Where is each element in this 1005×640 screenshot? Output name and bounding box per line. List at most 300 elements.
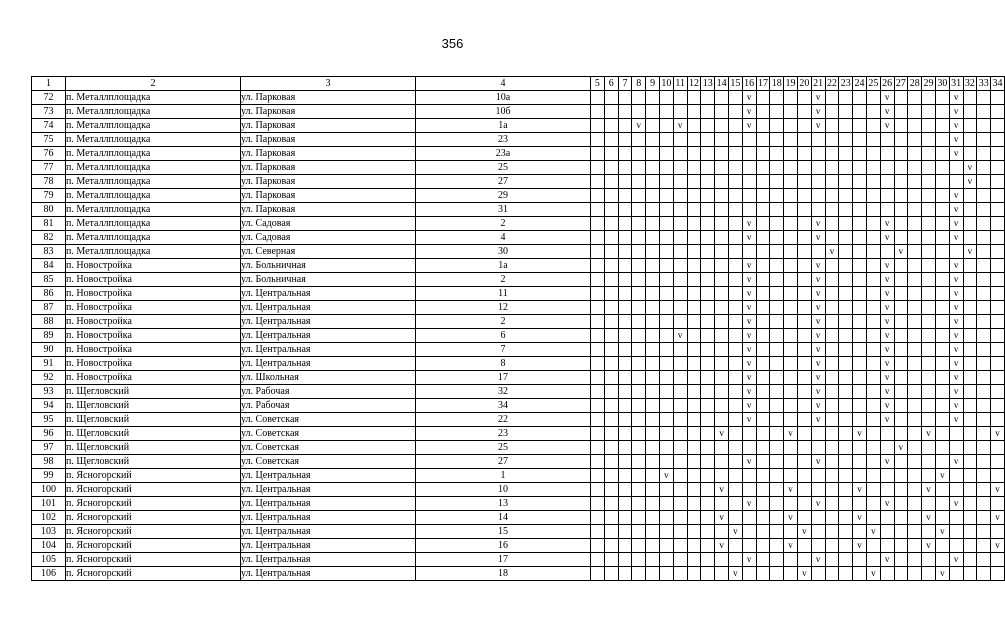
mark-cell: v — [811, 105, 825, 119]
mark-cell — [894, 217, 908, 231]
mark-cell — [728, 203, 742, 217]
mark-cell: v — [811, 273, 825, 287]
mark-cell — [963, 469, 977, 483]
mark-cell: v — [797, 525, 811, 539]
mark-cell: v — [880, 287, 894, 301]
row-number: 103 — [32, 525, 66, 539]
mark-cell — [659, 539, 673, 553]
mark-cell — [618, 357, 632, 371]
column-header: 22 — [826, 78, 837, 89]
mark-cell — [604, 245, 618, 259]
mark-cell — [991, 455, 1005, 469]
mark-cell — [591, 315, 605, 329]
mark-cell — [591, 413, 605, 427]
page-number: 356 — [441, 36, 464, 51]
mark-cell — [908, 273, 922, 287]
mark-cell — [715, 343, 729, 357]
mark-cell — [604, 553, 618, 567]
mark-cell — [673, 189, 687, 203]
mark-cell: v — [880, 231, 894, 245]
mark-cell — [811, 133, 825, 147]
column-header: 21 — [813, 78, 824, 89]
mark-cell — [880, 441, 894, 455]
mark-cell — [770, 413, 784, 427]
mark-cell — [701, 567, 715, 581]
mark-cell — [922, 273, 936, 287]
column-header: 14 — [716, 78, 727, 89]
street-name: ул. Центральная — [241, 329, 416, 343]
mark-cell — [770, 287, 784, 301]
mark-cell — [977, 161, 991, 175]
column-header: 2 — [66, 77, 241, 91]
mark-cell — [756, 427, 770, 441]
mark-cell — [728, 189, 742, 203]
mark-cell — [659, 343, 673, 357]
mark-cell: v — [742, 399, 756, 413]
mark-cell — [922, 329, 936, 343]
mark-cell: v — [866, 567, 880, 581]
mark-cell — [784, 315, 798, 329]
mark-cell — [673, 553, 687, 567]
mark-cell — [618, 287, 632, 301]
mark-cell — [811, 427, 825, 441]
mark-cell — [853, 399, 867, 413]
mark-cell — [604, 483, 618, 497]
mark-cell — [935, 455, 949, 469]
mark-cell — [853, 147, 867, 161]
column-header: 25 — [868, 78, 879, 89]
mark-cell — [977, 119, 991, 133]
mark-cell — [894, 273, 908, 287]
mark-cell — [894, 455, 908, 469]
mark-cell — [825, 203, 839, 217]
mark-cell — [839, 553, 853, 567]
mark-cell — [673, 203, 687, 217]
mark-cell: v — [880, 119, 894, 133]
street-name: ул. Центральная — [241, 357, 416, 371]
mark-cell — [839, 455, 853, 469]
mark-cell — [949, 175, 963, 189]
mark-cell: v — [880, 329, 894, 343]
mark-cell — [784, 413, 798, 427]
mark-cell — [618, 133, 632, 147]
table-row — [32, 329, 1005, 343]
mark-cell — [991, 287, 1005, 301]
mark-cell — [756, 455, 770, 469]
mark-cell — [728, 553, 742, 567]
column-header: 30 — [937, 78, 948, 89]
mark-cell — [632, 399, 646, 413]
mark-cell — [991, 133, 1005, 147]
column-header: 13 — [702, 78, 713, 89]
mark-cell — [839, 259, 853, 273]
mark-cell — [618, 175, 632, 189]
mark-cell — [977, 539, 991, 553]
column-header: 28 — [909, 78, 920, 89]
mark-cell — [618, 511, 632, 525]
mark-cell — [687, 189, 701, 203]
mark-cell — [701, 497, 715, 511]
mark-cell — [728, 497, 742, 511]
mark-cell — [591, 259, 605, 273]
mark-cell — [756, 217, 770, 231]
mark-cell — [866, 203, 880, 217]
mark-cell — [908, 413, 922, 427]
mark-cell — [604, 539, 618, 553]
mark-cell — [659, 259, 673, 273]
mark-cell: v — [784, 427, 798, 441]
house-number: 31 — [416, 203, 591, 217]
mark-cell — [646, 301, 660, 315]
mark-cell — [825, 147, 839, 161]
mark-cell: v — [880, 399, 894, 413]
mark-cell — [632, 287, 646, 301]
mark-cell — [659, 497, 673, 511]
mark-cell — [756, 189, 770, 203]
mark-cell — [604, 455, 618, 469]
mark-cell — [935, 231, 949, 245]
mark-cell — [756, 539, 770, 553]
house-number: 2 — [416, 273, 591, 287]
mark-cell — [618, 161, 632, 175]
place-name: п. Ясногорский — [66, 567, 241, 581]
mark-cell — [591, 525, 605, 539]
mark-cell — [784, 385, 798, 399]
place-name: п. Ясногорский — [66, 497, 241, 511]
mark-cell — [839, 217, 853, 231]
mark-cell — [922, 133, 936, 147]
mark-cell: v — [811, 259, 825, 273]
mark-cell — [687, 301, 701, 315]
mark-cell — [618, 469, 632, 483]
mark-cell — [715, 133, 729, 147]
mark-cell — [784, 329, 798, 343]
mark-cell — [701, 413, 715, 427]
mark-cell: v — [811, 301, 825, 315]
mark-cell — [853, 189, 867, 203]
mark-cell — [591, 539, 605, 553]
mark-cell — [784, 357, 798, 371]
mark-cell — [935, 91, 949, 105]
column-header: 26 — [882, 78, 893, 89]
mark-cell — [701, 203, 715, 217]
place-name: п. Ясногорский — [66, 539, 241, 553]
mark-cell — [839, 91, 853, 105]
mark-cell: v — [880, 343, 894, 357]
mark-cell — [756, 511, 770, 525]
mark-cell — [659, 175, 673, 189]
mark-cell — [632, 385, 646, 399]
mark-cell — [701, 301, 715, 315]
mark-cell — [673, 259, 687, 273]
mark-cell — [797, 91, 811, 105]
mark-cell: v — [949, 119, 963, 133]
mark-cell: v — [949, 189, 963, 203]
mark-cell: v — [922, 483, 936, 497]
column-header: 12 — [688, 78, 699, 89]
mark-cell — [756, 315, 770, 329]
mark-cell — [604, 189, 618, 203]
house-number: 23 — [416, 427, 591, 441]
mark-cell: v — [880, 105, 894, 119]
mark-cell — [646, 357, 660, 371]
street-name: ул. Центральная — [241, 343, 416, 357]
mark-cell — [756, 245, 770, 259]
mark-cell: v — [880, 371, 894, 385]
mark-cell: v — [949, 329, 963, 343]
header-row — [32, 77, 1005, 91]
mark-cell — [963, 315, 977, 329]
mark-cell — [687, 553, 701, 567]
mark-cell — [715, 399, 729, 413]
mark-cell: v — [742, 357, 756, 371]
mark-cell — [963, 441, 977, 455]
row-number: 90 — [32, 343, 66, 357]
mark-cell — [715, 371, 729, 385]
mark-cell — [687, 539, 701, 553]
mark-cell — [659, 329, 673, 343]
mark-cell — [687, 385, 701, 399]
mark-cell: v — [742, 301, 756, 315]
mark-cell — [797, 371, 811, 385]
column-header: 6 — [604, 77, 618, 91]
mark-cell — [604, 441, 618, 455]
mark-cell — [715, 203, 729, 217]
mark-cell — [673, 133, 687, 147]
mark-cell: v — [742, 385, 756, 399]
mark-cell — [770, 525, 784, 539]
table-row — [32, 133, 1005, 147]
mark-cell — [715, 119, 729, 133]
row-number: 76 — [32, 147, 66, 161]
mark-cell — [618, 483, 632, 497]
column-header: 5 — [591, 77, 605, 91]
mark-cell — [963, 385, 977, 399]
mark-cell — [853, 287, 867, 301]
mark-cell: v — [811, 231, 825, 245]
column-header: 33 — [978, 78, 989, 89]
mark-cell: v — [949, 203, 963, 217]
mark-cell — [949, 525, 963, 539]
mark-cell — [659, 301, 673, 315]
mark-cell: v — [742, 497, 756, 511]
mark-cell — [853, 469, 867, 483]
mark-cell — [646, 413, 660, 427]
mark-cell: v — [949, 315, 963, 329]
mark-cell — [880, 567, 894, 581]
mark-cell — [811, 441, 825, 455]
mark-cell — [770, 553, 784, 567]
street-name: ул. Советская — [241, 441, 416, 455]
mark-cell — [687, 511, 701, 525]
mark-cell — [591, 133, 605, 147]
mark-cell — [825, 161, 839, 175]
mark-cell — [659, 413, 673, 427]
mark-cell — [894, 315, 908, 329]
mark-cell — [977, 105, 991, 119]
mark-cell: v — [673, 119, 687, 133]
mark-cell — [701, 259, 715, 273]
mark-cell — [646, 371, 660, 385]
mark-cell — [687, 357, 701, 371]
mark-cell: v — [715, 539, 729, 553]
house-number: 16 — [416, 539, 591, 553]
mark-cell — [728, 91, 742, 105]
mark-cell — [908, 301, 922, 315]
mark-cell — [991, 273, 1005, 287]
mark-cell — [935, 399, 949, 413]
mark-cell — [894, 119, 908, 133]
place-name: п. Металлплощадка — [66, 217, 241, 231]
mark-cell — [784, 455, 798, 469]
row-number: 87 — [32, 301, 66, 315]
mark-cell — [894, 161, 908, 175]
mark-cell — [811, 245, 825, 259]
mark-cell — [756, 343, 770, 357]
column-header: 9 — [646, 77, 660, 91]
mark-cell — [825, 385, 839, 399]
mark-cell — [673, 315, 687, 329]
place-name: п. Металлплощадка — [66, 133, 241, 147]
mark-cell: v — [949, 385, 963, 399]
table-row — [32, 105, 1005, 119]
mark-cell: v — [742, 371, 756, 385]
mark-cell — [701, 189, 715, 203]
mark-cell — [935, 511, 949, 525]
mark-cell — [963, 497, 977, 511]
mark-cell: v — [949, 413, 963, 427]
street-name: ул. Парковая — [241, 91, 416, 105]
mark-cell — [632, 441, 646, 455]
mark-cell — [715, 245, 729, 259]
mark-cell — [618, 189, 632, 203]
mark-cell — [742, 427, 756, 441]
mark-cell — [977, 329, 991, 343]
mark-cell — [673, 273, 687, 287]
mark-cell — [797, 119, 811, 133]
mark-cell — [797, 441, 811, 455]
mark-cell — [604, 371, 618, 385]
mark-cell — [963, 217, 977, 231]
mark-cell — [659, 133, 673, 147]
mark-cell — [770, 175, 784, 189]
mark-cell — [894, 385, 908, 399]
mark-cell — [728, 245, 742, 259]
mark-cell — [880, 147, 894, 161]
mark-cell: v — [935, 567, 949, 581]
mark-cell — [991, 385, 1005, 399]
mark-cell — [784, 399, 798, 413]
mark-cell — [894, 301, 908, 315]
mark-cell: v — [949, 287, 963, 301]
mark-cell — [618, 525, 632, 539]
mark-cell: v — [715, 511, 729, 525]
mark-cell — [632, 259, 646, 273]
mark-cell — [632, 567, 646, 581]
column-header: 34 — [992, 78, 1003, 89]
mark-cell — [591, 189, 605, 203]
place-name: п. Металлплощадка — [66, 105, 241, 119]
mark-cell: v — [949, 147, 963, 161]
place-name: п. Металлплощадка — [66, 231, 241, 245]
mark-cell — [880, 427, 894, 441]
street-name: ул. Центральная — [241, 301, 416, 315]
mark-cell — [908, 119, 922, 133]
mark-cell — [991, 469, 1005, 483]
mark-cell — [908, 399, 922, 413]
house-number: 1 — [416, 469, 591, 483]
mark-cell — [949, 427, 963, 441]
row-number: 105 — [32, 553, 66, 567]
mark-cell — [646, 455, 660, 469]
mark-cell — [825, 133, 839, 147]
mark-cell — [922, 371, 936, 385]
mark-cell — [977, 147, 991, 161]
mark-cell — [991, 203, 1005, 217]
mark-cell: v — [632, 119, 646, 133]
mark-cell — [949, 511, 963, 525]
place-name: п. Металлплощадка — [66, 175, 241, 189]
mark-cell: v — [880, 301, 894, 315]
mark-cell: v — [742, 105, 756, 119]
mark-cell — [908, 371, 922, 385]
mark-cell — [715, 287, 729, 301]
mark-cell — [673, 413, 687, 427]
mark-cell — [977, 343, 991, 357]
street-name: ул. Центральная — [241, 567, 416, 581]
mark-cell: v — [880, 497, 894, 511]
mark-cell: v — [811, 217, 825, 231]
mark-cell — [728, 273, 742, 287]
mark-cell: v — [991, 511, 1005, 525]
row-number: 75 — [32, 133, 66, 147]
mark-cell — [784, 231, 798, 245]
mark-cell — [756, 119, 770, 133]
mark-cell — [935, 553, 949, 567]
mark-cell — [963, 189, 977, 203]
mark-cell — [991, 245, 1005, 259]
mark-cell: v — [742, 553, 756, 567]
mark-cell — [604, 567, 618, 581]
mark-cell — [632, 497, 646, 511]
column-header: 31 — [951, 78, 962, 89]
mark-cell — [784, 217, 798, 231]
mark-cell — [977, 91, 991, 105]
mark-cell — [866, 105, 880, 119]
mark-cell — [591, 455, 605, 469]
mark-cell — [839, 399, 853, 413]
mark-cell — [632, 329, 646, 343]
mark-cell — [728, 175, 742, 189]
row-number: 89 — [32, 329, 66, 343]
mark-cell — [839, 371, 853, 385]
mark-cell — [742, 203, 756, 217]
mark-cell — [825, 539, 839, 553]
mark-cell — [839, 105, 853, 119]
mark-cell — [839, 231, 853, 245]
mark-cell — [659, 161, 673, 175]
mark-cell — [922, 469, 936, 483]
mark-cell — [825, 301, 839, 315]
row-number: 97 — [32, 441, 66, 455]
mark-cell — [659, 385, 673, 399]
mark-cell — [591, 217, 605, 231]
place-name: п. Металлплощадка — [66, 203, 241, 217]
mark-cell — [742, 483, 756, 497]
mark-cell — [604, 357, 618, 371]
table-row — [32, 175, 1005, 189]
mark-cell — [673, 441, 687, 455]
